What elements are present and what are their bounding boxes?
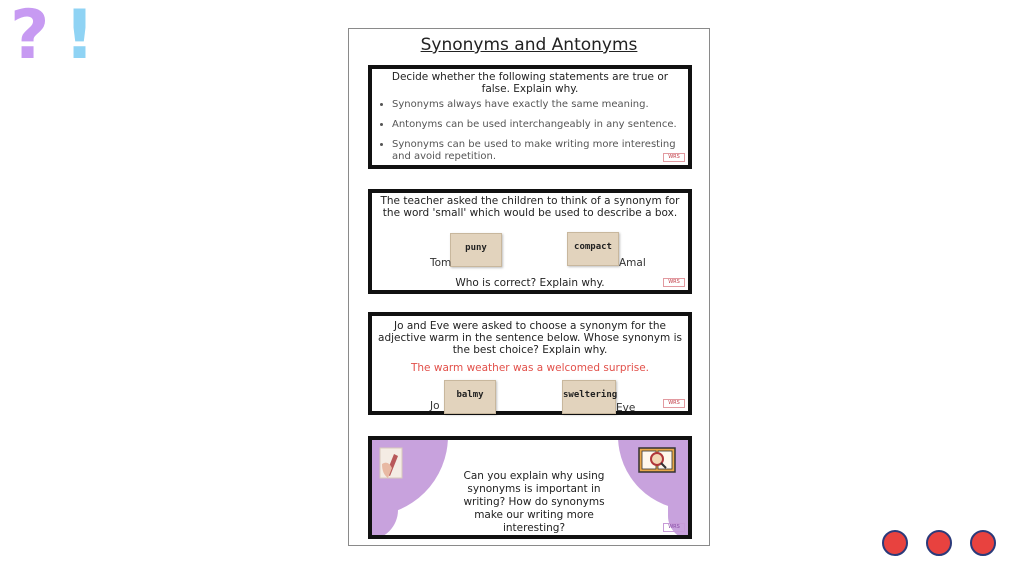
statement-list [372, 99, 688, 163]
nav-dot[interactable] [882, 530, 908, 556]
publisher-logo: WRS [663, 399, 685, 408]
name-eve: Eve [616, 402, 636, 414]
small-synonym-card [368, 189, 692, 294]
worksheet-title: Synonyms and Antonyms [420, 35, 638, 55]
list-item: • Synonyms can be used to make writing more interesting and avoid repetition. [392, 139, 688, 163]
exclamation-mark-icon: ! [64, 0, 96, 75]
name-jo: Jo [430, 400, 440, 412]
nav-dot[interactable] [926, 530, 952, 556]
reflection-card [368, 436, 692, 539]
name-tom: Tom [430, 257, 452, 269]
word-note-compact: compact [567, 232, 619, 266]
word-note-sweltering: sweltering [562, 380, 616, 414]
true-false-card [368, 65, 692, 169]
worksheet [348, 28, 710, 546]
publisher-logo: WRS [663, 523, 685, 532]
question-mark-icon: ? [10, 0, 50, 75]
warm-synonym-card [368, 312, 692, 415]
word-note-balmy: balmy [444, 380, 496, 414]
example-sentence: The warm weather was a welcomed surprise. [410, 362, 650, 374]
word-note-puny: puny [450, 233, 502, 267]
card3-prompt: Jo and Eve were asked to choose a synonym for the adjective warm in the sentence below. Whose synonym is the best choice? Explain why. [378, 320, 682, 356]
card2-prompt: The teacher asked the children to think of a synonym for the word 'small' which would be used to describe a box. [380, 195, 680, 219]
publisher-logo: WRS [663, 278, 685, 287]
name-amal: Amal [619, 257, 646, 269]
list-item: • Antonyms can be used interchangeably in any sentence. [392, 119, 688, 131]
nav-dot[interactable] [970, 530, 996, 556]
card1-prompt: Decide whether the following statements are true or false. Explain why. [391, 71, 669, 95]
reflection-prompt: Can you explain why using synonyms is important in writing? How do synonyms make our writing more interesting? [463, 470, 605, 534]
list-item: • Synonyms always have exactly the same meaning. [392, 99, 688, 111]
publisher-logo: WRS [663, 153, 685, 162]
writing-hand-icon [376, 444, 406, 484]
card2-question: Who is correct? Explain why. [455, 277, 605, 289]
dictionary-magnifier-icon [638, 446, 676, 474]
